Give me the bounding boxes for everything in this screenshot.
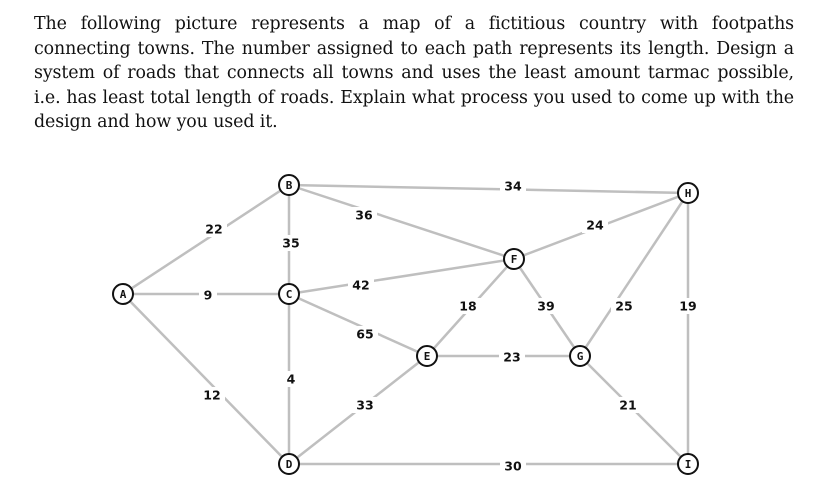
edge-b-f (289, 185, 514, 259)
weight-f-g: 39 (537, 298, 555, 314)
towns (113, 175, 698, 474)
town-label: I (684, 458, 692, 471)
town-h (678, 183, 698, 203)
weight-b-c: 35 (282, 235, 300, 251)
town-g (570, 346, 590, 366)
weight-g-h: 25 (615, 298, 633, 314)
edge-a-b (123, 185, 289, 294)
town-label: A (119, 288, 127, 301)
town-label: G (576, 350, 584, 363)
town-label: E (423, 350, 431, 363)
weight-e-g: 23 (503, 349, 521, 365)
town-f (504, 249, 524, 269)
weight-e-f: 18 (459, 298, 477, 314)
town-d (279, 454, 299, 474)
town-e (417, 346, 437, 366)
town-i (678, 454, 698, 474)
weight-c-f: 42 (352, 277, 370, 293)
town-label: C (285, 288, 293, 301)
weight-a-c: 9 (203, 287, 213, 303)
weight-a-b: 22 (205, 221, 223, 237)
weight-b-f: 36 (355, 207, 373, 223)
town-label: H (684, 187, 692, 200)
weight-d-i: 30 (504, 458, 522, 474)
weight-b-h: 34 (504, 178, 522, 194)
edge-b-h (289, 185, 688, 193)
town-a (113, 284, 133, 304)
town-b (279, 175, 299, 195)
weight-c-e: 65 (356, 326, 374, 342)
edge-c-e (289, 294, 427, 356)
problem-statement: The following picture represents a map of a fictitious country with footpaths connecting towns. The number assigned to each path represents its length. Design a system of roads that connects all towns and uses the least amount tarmac possible, i.e. has least total length of roads. Explain what process you used to come up with the design and how you used it. (34, 14, 794, 132)
town-c (279, 284, 299, 304)
weight-f-h: 24 (586, 217, 604, 233)
footpath-lengths (199, 178, 701, 474)
town-label: D (285, 458, 293, 471)
weight-h-i: 19 (679, 298, 697, 314)
town-label: B (285, 179, 293, 192)
town-label: F (510, 253, 518, 266)
weight-d-e: 33 (356, 397, 374, 413)
edge-a-d (123, 294, 289, 464)
weight-g-i: 21 (619, 397, 637, 413)
edge-c-f (289, 259, 514, 294)
weight-c-d: 4 (286, 371, 296, 387)
weight-a-d: 12 (203, 387, 221, 403)
